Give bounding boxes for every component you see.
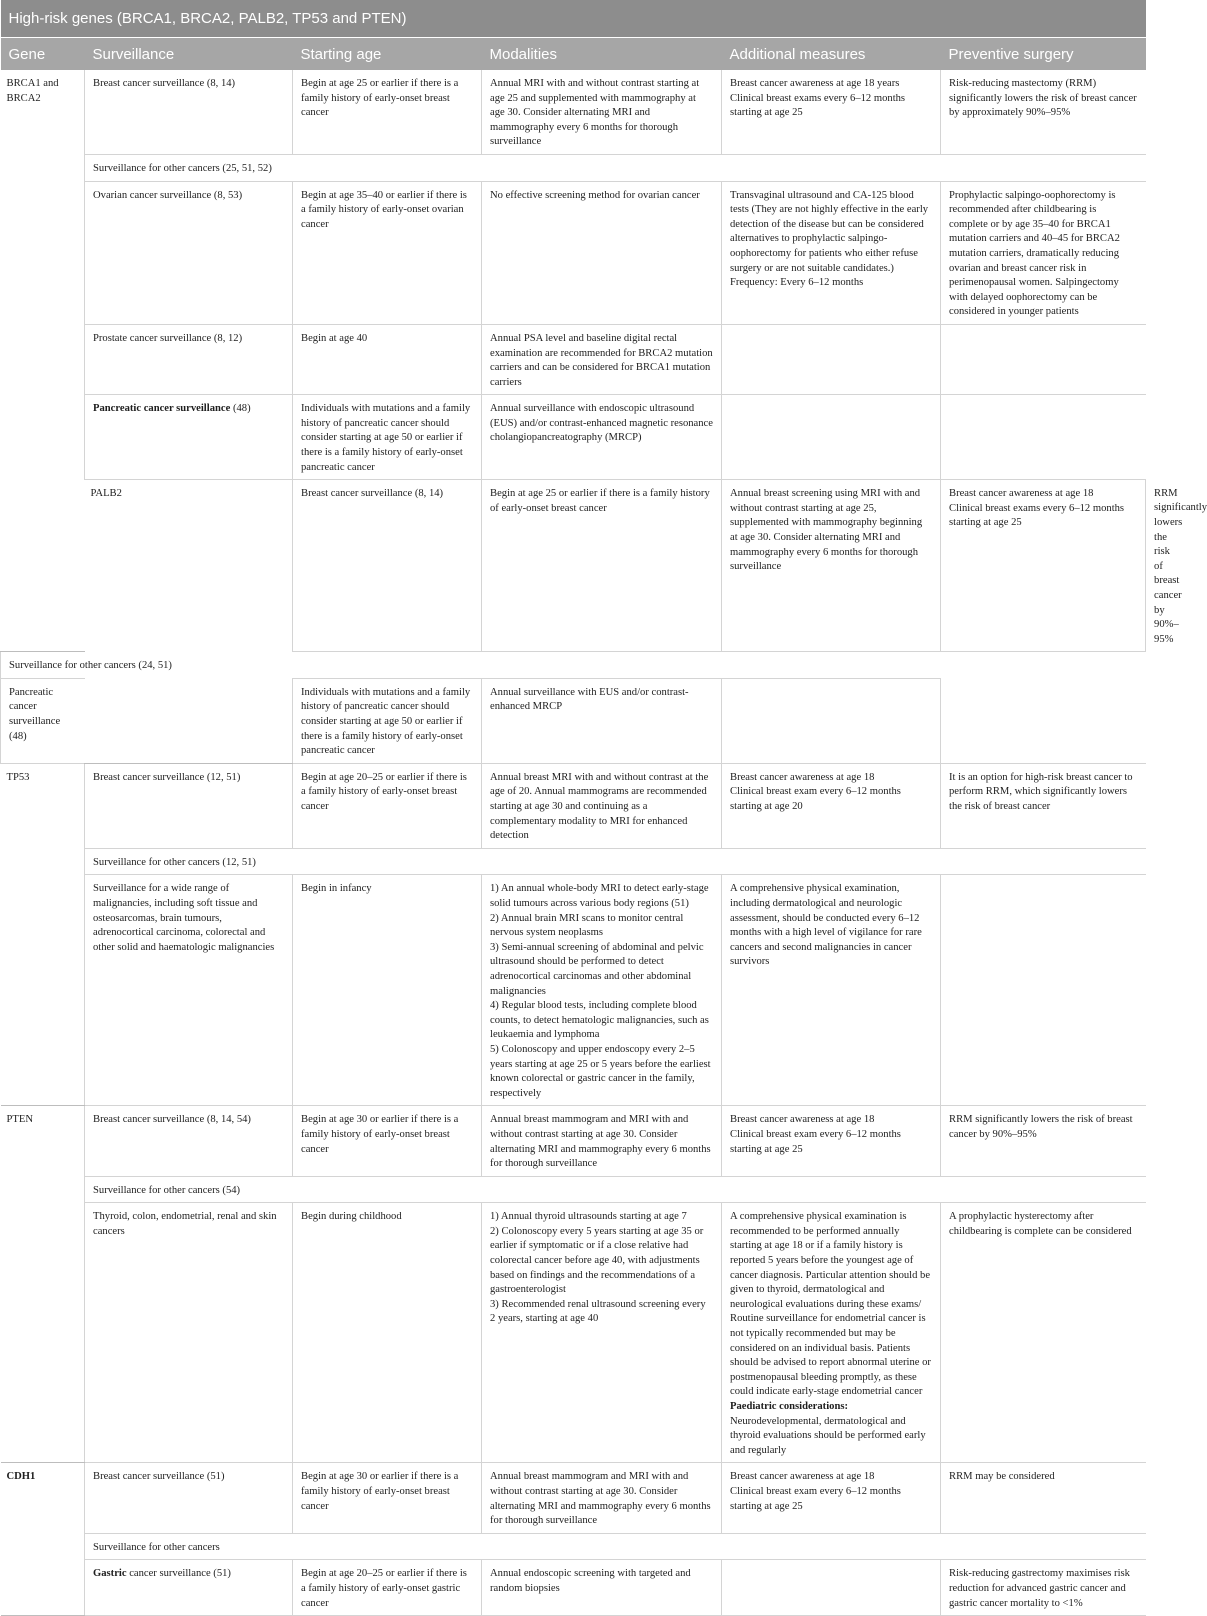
header-surveillance: Surveillance — [85, 38, 293, 71]
preventive-surgery-cell: RRM may be considered — [941, 1463, 1146, 1533]
other-cancers-subheader: Surveillance for other cancers (54) — [85, 1176, 1146, 1203]
modalities-cell: Annual breast MRI with and without contrast at the age of 20. Annual mammograms are recommended starting at age 30 and continuing as a complementary modality to MRI for enhanced detection — [482, 763, 722, 848]
table-title-row — [1, 0, 1146, 38]
surveillance-cell: Breast cancer surveillance (51) — [85, 1463, 293, 1533]
preventive-surgery-cell — [941, 678, 1146, 763]
modality-list-item: 5) Colonoscopy and upper endoscopy every 2–5 years starting at age 25 or 5 years before the earliest known colorectal or gastric cancer in the family, respectively — [490, 1043, 711, 1099]
table-row: PALB2 Breast cancer surveillance (8, 14) Begin at age 25 or earlier if there is a family history of early-onset breast cancer Annual breast screening using MRI with and without contrast starting at age 25, supplemented with mammography beginning at age 30. Consider alternating MRI and mammography every 6 months for thorough surveillance Breast cancer awareness at age 18 Clinical breast exams every 6–12 months starting at age 25 RRM significantly lowers the risk of breast cancer by 90%–95% — [1, 480, 1146, 652]
additional-measure-line: Clinical breast exams every 6–12 months starting at age 25 — [949, 502, 1125, 529]
table-row — [1, 395, 1146, 480]
other-cancers-subheader: Surveillance for other cancers (12, 51) — [85, 848, 1146, 875]
modalities-cell — [482, 1203, 722, 1463]
surveillance-cell — [85, 1560, 293, 1616]
starting-age-cell: Begin during childhood — [293, 1203, 482, 1463]
additional-measure-line: Clinical breast exam every 6–12 months starting at age 25 — [730, 1485, 901, 1512]
header-starting-age: Starting age — [293, 38, 482, 71]
preventive-surgery-cell: RRM significantly lowers the risk of breast cancer by 90%–95% — [941, 1106, 1146, 1176]
table-row — [1, 1106, 1146, 1176]
table-row — [1, 875, 1146, 1106]
additional-measures-cell: A comprehensive physical examination, including dermatological and neurologic assessment, should be conducted every 6–12 months with a high level of vigilance for rare cancers and second malignancies in cancer survivors — [722, 875, 941, 1106]
surveillance-cell: Prostate cancer surveillance (8, 12) — [85, 324, 293, 394]
table-row — [1, 1560, 1146, 1616]
additional-measure-line: Breast cancer awareness at age 18 — [949, 488, 1094, 500]
table-row — [1, 1203, 1146, 1463]
modalities-cell: Annual breast screening using MRI with and without contrast starting at age 25, supplemented with mammography beginning at age 30. Consider alternating MRI and mammography every 6 months for thorough surveillance — [722, 480, 941, 652]
table-row — [1, 1176, 1146, 1203]
additional-measure-text: A comprehensive physical examination is recommended to be performed annually starting at age 18 or if a family history is reported 5 years before the youngest age of cancer diagnosis. Particular attention should be given to thyroid, dermatological and neurological evaluations during these exams/ Routine surveillance for endometrial cancer is not typically recommended but may be considered on an individual basis. Patients should be advised to report abnormal uterine or postmenopausal bleeding promptly, as these could indicate early-stage endometrial cancer — [730, 1211, 931, 1398]
starting-age-cell: Begin at age 20–25 or earlier if there is a family history of early-onset breast cancer — [293, 763, 482, 848]
starting-age-cell: Begin at age 25 or earlier if there is a family history of early-onset breast cancer — [293, 70, 482, 154]
additional-measure-line: Frequency: Every 6–12 months — [730, 277, 864, 289]
preventive-surgery-cell — [941, 875, 1146, 1106]
starting-age-cell: Individuals with mutations and a family history of pancreatic cancer should consider starting at age 50 or earlier if there is a family history of early-onset pancreatic cancer — [293, 678, 482, 763]
table-header-row — [1, 38, 1146, 71]
table-row — [1, 70, 1146, 154]
table-row — [1, 324, 1146, 394]
additional-measure-line: Clinical breast exams every 6–12 months starting at age 25 — [730, 92, 906, 119]
starting-age-cell: Begin at age 40 — [293, 324, 482, 394]
surveillance-cell: Breast cancer surveillance (8, 14) — [85, 70, 293, 154]
additional-measures-cell — [722, 1203, 941, 1463]
additional-measures-cell — [722, 763, 941, 848]
surveillance-cell: Surveillance for a wide range of malignancies, including soft tissue and osteosarcomas, brain tumours, adrenocortical carcinoma, colorectal and other solid and haematologic malignancies — [85, 875, 293, 1106]
table-title: High-risk genes (BRCA1, BRCA2, PALB2, TP53 and PTEN) — [1, 0, 1146, 38]
additional-measures-cell — [722, 1560, 941, 1616]
starting-age-cell: Begin at age 30 or earlier if there is a family history of early-onset breast cancer — [293, 1106, 482, 1176]
additional-measure-line: Breast cancer awareness at age 18 — [730, 1114, 875, 1126]
table-row — [1, 181, 1146, 324]
modalities-cell: Annual breast mammogram and MRI with and without contrast starting at age 30. Consider alternating MRI and mammography every 6 months for thorough surveillance — [482, 1463, 722, 1533]
surveillance-cell: Pancreatic cancer surveillance (48) — [1, 678, 85, 763]
paediatric-considerations-text: Neurodevelopmental, dermatological and thyroid evaluations should be performed early and regularly — [730, 1415, 926, 1456]
preventive-surgery-cell: Risk-reducing gastrectomy maximises risk reduction for advanced gastric cancer and gastric cancer mortality to <1% — [941, 1560, 1146, 1616]
additional-measure-line: Breast cancer awareness at age 18 — [730, 1471, 875, 1483]
other-cancers-subheader: Surveillance for other cancers — [85, 1533, 1146, 1560]
additional-measure-line: Breast cancer awareness at age 18 — [730, 771, 875, 783]
modalities-cell: Annual PSA level and baseline digital rectal examination are recommended for BRCA2 mutation carriers and can be considered for BRCA1 mutation carriers — [482, 324, 722, 394]
header-additional-measures: Additional measures — [722, 38, 941, 71]
additional-measures-cell — [722, 395, 941, 480]
surveillance-cell: Breast cancer surveillance (12, 51) — [85, 763, 293, 848]
header-modalities: Modalities — [482, 38, 722, 71]
header-gene: Gene — [1, 38, 85, 71]
starting-age-cell: Begin at age 20–25 or earlier if there is a family history of early-onset gastric cancer — [293, 1560, 482, 1616]
preventive-surgery-cell: Risk-reducing mastectomy (RRM) significantly lowers the risk of breast cancer by approximately 90%–95% — [941, 70, 1146, 154]
modality-list-item: 3) Semi-annual screening of abdominal and pelvic ultrasound should be performed to detect adrenocortical carcinomas and other abdominal malignancies — [490, 941, 704, 997]
additional-measure-line: Clinical breast exam every 6–12 months starting at age 25 — [730, 1128, 901, 1155]
modality-list-item: 1) Annual thyroid ultrasounds starting at age 7 — [490, 1211, 687, 1223]
modality-list-item: 3) Recommended renal ultrasound screening every 2 years, starting at age 40 — [490, 1298, 706, 1325]
modality-list-item: 1) An annual whole-body MRI to detect early-stage solid tumours across various body regions (51) — [490, 883, 709, 909]
additional-measure-line: Clinical breast exam every 6–12 months starting at age 20 — [730, 786, 901, 813]
table-row — [1, 848, 1146, 875]
modalities-cell — [482, 875, 722, 1106]
additional-measures-cell — [722, 181, 941, 324]
surveillance-rest-text: cancer surveillance (51) — [126, 1568, 231, 1580]
additional-measures-cell — [941, 480, 1146, 652]
surveillance-cell: Thyroid, colon, endometrial, renal and skin cancers — [85, 1203, 293, 1463]
gene-cell: TP53 — [1, 763, 85, 1105]
surveillance-cell — [85, 395, 293, 480]
surveillance-cell: Ovarian cancer surveillance (8, 53) — [85, 181, 293, 324]
additional-measure-line: Breast cancer awareness at age 18 years — [730, 78, 900, 89]
modalities-cell: Annual endoscopic screening with targeted and random biopsies — [482, 1560, 722, 1616]
starting-age-cell: Individuals with mutations and a family history of pancreatic cancer should consider starting at age 50 or earlier if there is a family history of early-onset pancreatic cancer — [293, 395, 482, 480]
modalities-cell: Annual surveillance with endoscopic ultrasound (EUS) and/or contrast-enhanced magnetic resonance cholangiopancreatography (MRCP) — [482, 395, 722, 480]
table-row — [1, 652, 1146, 679]
additional-measures-cell — [722, 70, 941, 154]
preventive-surgery-cell: Prophylactic salpingo-oophorectomy is recommended after childbearing is complete or by age 35–40 for BRCA1 mutation carriers and 40–45 for BRCA2 mutation carriers, dramatically reducing ovarian and breast cancer risk in perimenopausal women. Salpingectomy with delayed oophorectomy can be considered in younger patients — [941, 181, 1146, 324]
modality-list-item: 2) Annual brain MRI scans to monitor central nervous system neoplasms — [490, 912, 684, 939]
additional-measures-cell — [722, 1106, 941, 1176]
table-row — [1, 154, 1146, 181]
gene-cell: PTEN — [1, 1106, 85, 1463]
starting-age-cell: Begin in infancy — [293, 875, 482, 1106]
modality-list-item: 2) Colonoscopy every 5 years starting at age 35 or earlier if symptomatic or if a close relative had colorectal cancer before age 40, with adjustments based on findings and the recommendations of a gastroenterologist — [490, 1225, 704, 1296]
modality-list-item: 4) Regular blood tests, including complete blood counts, to detect hematologic malignancies, such as leukaemia and lymphoma — [490, 1000, 709, 1041]
table-row — [1, 1463, 1146, 1533]
surveillance-bold-text: Gastric — [93, 1568, 127, 1580]
other-cancers-subheader: Surveillance for other cancers (25, 51, 52) — [85, 154, 1146, 181]
modalities-cell: No effective screening method for ovarian cancer — [482, 181, 722, 324]
table-row — [1, 1533, 1146, 1560]
surveillance-cell: Breast cancer surveillance (8, 14) — [293, 480, 482, 652]
additional-measures-cell — [722, 1463, 941, 1533]
preventive-surgery-cell: A prophylactic hysterectomy after childbearing is complete can be considered — [941, 1203, 1146, 1463]
preventive-surgery-cell — [941, 324, 1146, 394]
header-preventive-surgery: Preventive surgery — [941, 38, 1146, 71]
modalities-cell: Annual MRI with and without contrast starting at age 25 and supplemented with mammography at age 30. Consider alternating MRI and mammography every 6 months for thorough surveillance — [482, 70, 722, 154]
surveillance-bold-text: Pancreatic cancer surveillance — [93, 403, 231, 415]
preventive-surgery-cell: It is an option for high-risk breast cancer to perform RRM, which significantly lowers the risk of breast cancer — [941, 763, 1146, 848]
gene-cell: PALB2 — [85, 480, 293, 764]
additional-measures-cell — [722, 678, 941, 763]
surveillance-cell: Breast cancer surveillance (8, 14, 54) — [85, 1106, 293, 1176]
other-cancers-subheader: Surveillance for other cancers (24, 51) — [1, 652, 941, 679]
starting-age-cell: Begin at age 25 or earlier if there is a family history of early-onset breast cancer — [482, 480, 722, 652]
additional-measure-line: Transvaginal ultrasound and CA-125 blood tests (They are not highly effective in the early detection of the disease but can be considered alternatives to prophylactic salpingo-oophorectomy for patients who either refuse surgery or are not suitable candidates.) — [730, 189, 929, 274]
starting-age-cell: Begin at age 30 or earlier if there is a family history of early-onset breast cancer — [293, 1463, 482, 1533]
modalities-cell: Annual surveillance with EUS and/or contrast-enhanced MRCP — [482, 678, 722, 763]
gene-cell: CDH1 — [1, 1463, 85, 1616]
starting-age-cell: Begin at age 35–40 or earlier if there is a family history of early-onset ovarian cancer — [293, 181, 482, 324]
table-row — [1, 763, 1146, 848]
surveillance-ref-text: (48) — [230, 403, 251, 415]
preventive-surgery-cell — [941, 395, 1146, 480]
paediatric-considerations-label: Paediatric considerations: — [730, 1401, 848, 1412]
modalities-cell: Annual breast mammogram and MRI with and without contrast starting at age 30. Consider alternating MRI and mammography every 6 months for thorough surveillance — [482, 1106, 722, 1176]
additional-measures-cell — [722, 324, 941, 394]
gene-cell: BRCA1 and BRCA2 — [1, 70, 85, 652]
